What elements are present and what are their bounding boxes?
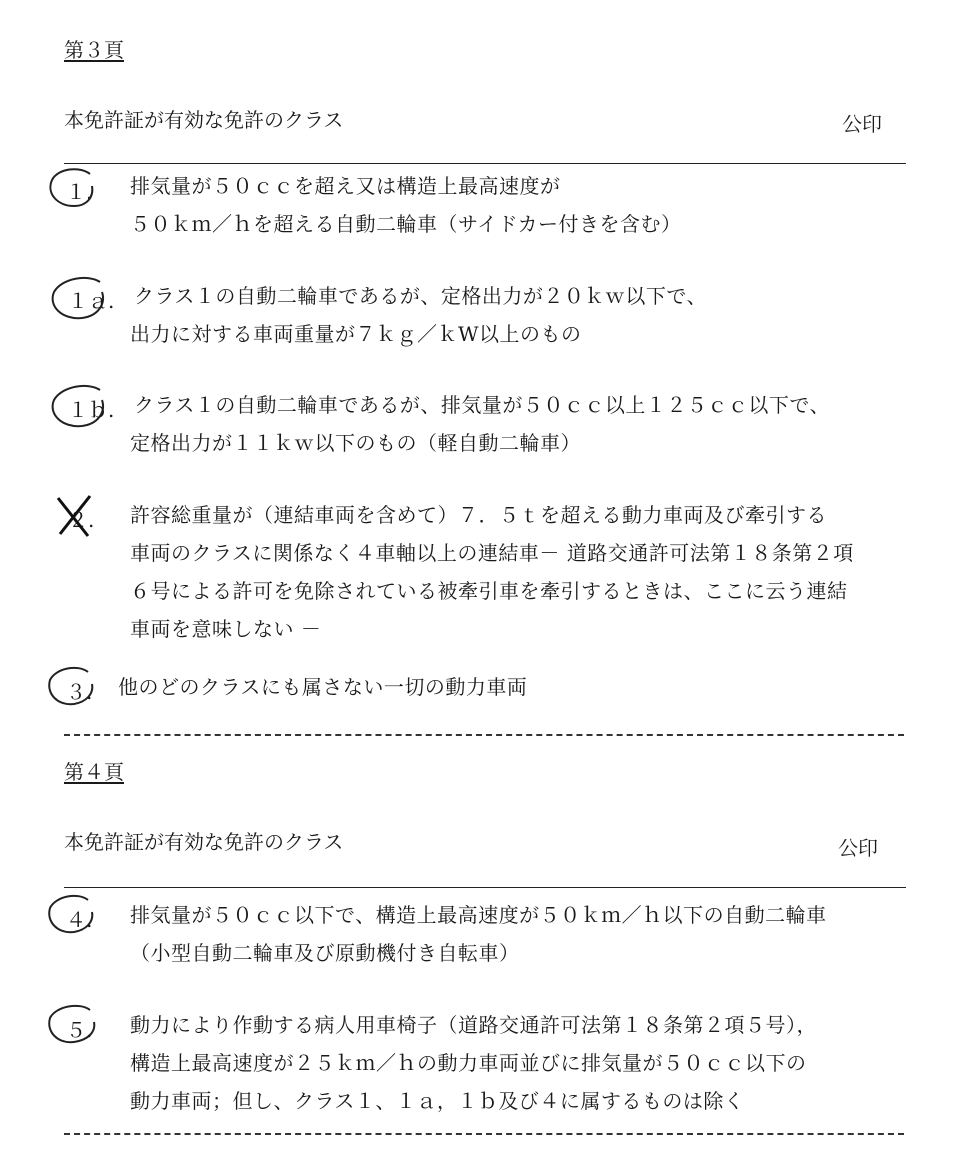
class-number: ２. [68,508,95,532]
class-number: ５. [66,1018,93,1042]
class-description-line: 排気量が５０ｃｃ以下で、構造上最高速度が５０ｋｍ／ｈ以下の自動二輪車 [130,903,827,927]
page-4-heading: 本免許証が有効な免許のクラス [64,830,344,854]
page-3-heading: 本免許証が有効な免許のクラス [64,108,344,132]
class-description-line: （小型自動二輪車及び原動機付き自転車） [130,941,520,965]
class-description-line: 車両を意味しない － [130,617,322,641]
class-description-line: 車両のクラスに関係なく４車軸以上の連結車－ 道路交通許可法第１８条第２項 [130,541,854,565]
page-4-heading-rule [64,887,906,888]
class-description-line: クラス１の自動二輪車であるが、排気量が５０ｃｃ以上１２５ｃｃ以下で、 [134,393,830,417]
page-4-label: 第４頁 [64,760,124,784]
page-3-seal-label: 公印 [842,112,882,136]
page-4-seal-label: 公印 [838,836,878,860]
page-bottom-separator [64,1133,904,1135]
page-3-label: 第３頁 [64,38,124,62]
class-description-line: 構造上最高速度が２５ｋｍ／ｈの動力車両並びに排気量が５０ｃｃ以下の [130,1051,807,1075]
class-description-line: クラス１の自動二輪車であるが、定格出力が２０ｋｗ以下で、 [134,284,707,308]
cross-mark-icon [52,492,96,542]
class-description-line: 動力車両；但し、クラス１、１ａ，１ｂ及び４に属するものは除く [130,1089,745,1113]
class-number: ４. [66,908,93,932]
class-description-line: 動力により作動する病人用車椅子（道路交通許可法第１８条第２項５号）， [130,1013,817,1037]
class-number: １ａ. [68,289,115,313]
class-description-line: 排気量が５０ｃｃを超え又は構造上最高速度が [130,174,561,198]
class-description-line: 他のどのクラスにも属さない一切の動力車両 [118,675,528,699]
class-description-line: 定格出力が１１ｋｗ以下のもの（軽自動二輪車） [130,431,581,455]
page-separator [64,734,904,736]
class-number: ３. [66,680,93,704]
page-3-heading-rule [64,163,906,164]
class-description-line: 出力に対する車両重量が７ｋｇ／ｋW以上のもの [130,322,582,346]
class-description-line: ６号による許可を免除されている被牽引車を牽引するときは、ここに云う連結 [130,579,848,603]
class-number: １ｂ. [68,398,115,422]
class-description-line: 許容総重量が（連結車両を含めて）７．５ｔを超える動力車両及び牽引する [130,503,827,527]
class-description-line: ５０ｋｍ／ｈを超える自動二輪車（サイドカー付きを含む） [130,212,682,236]
class-number: １. [66,180,93,204]
